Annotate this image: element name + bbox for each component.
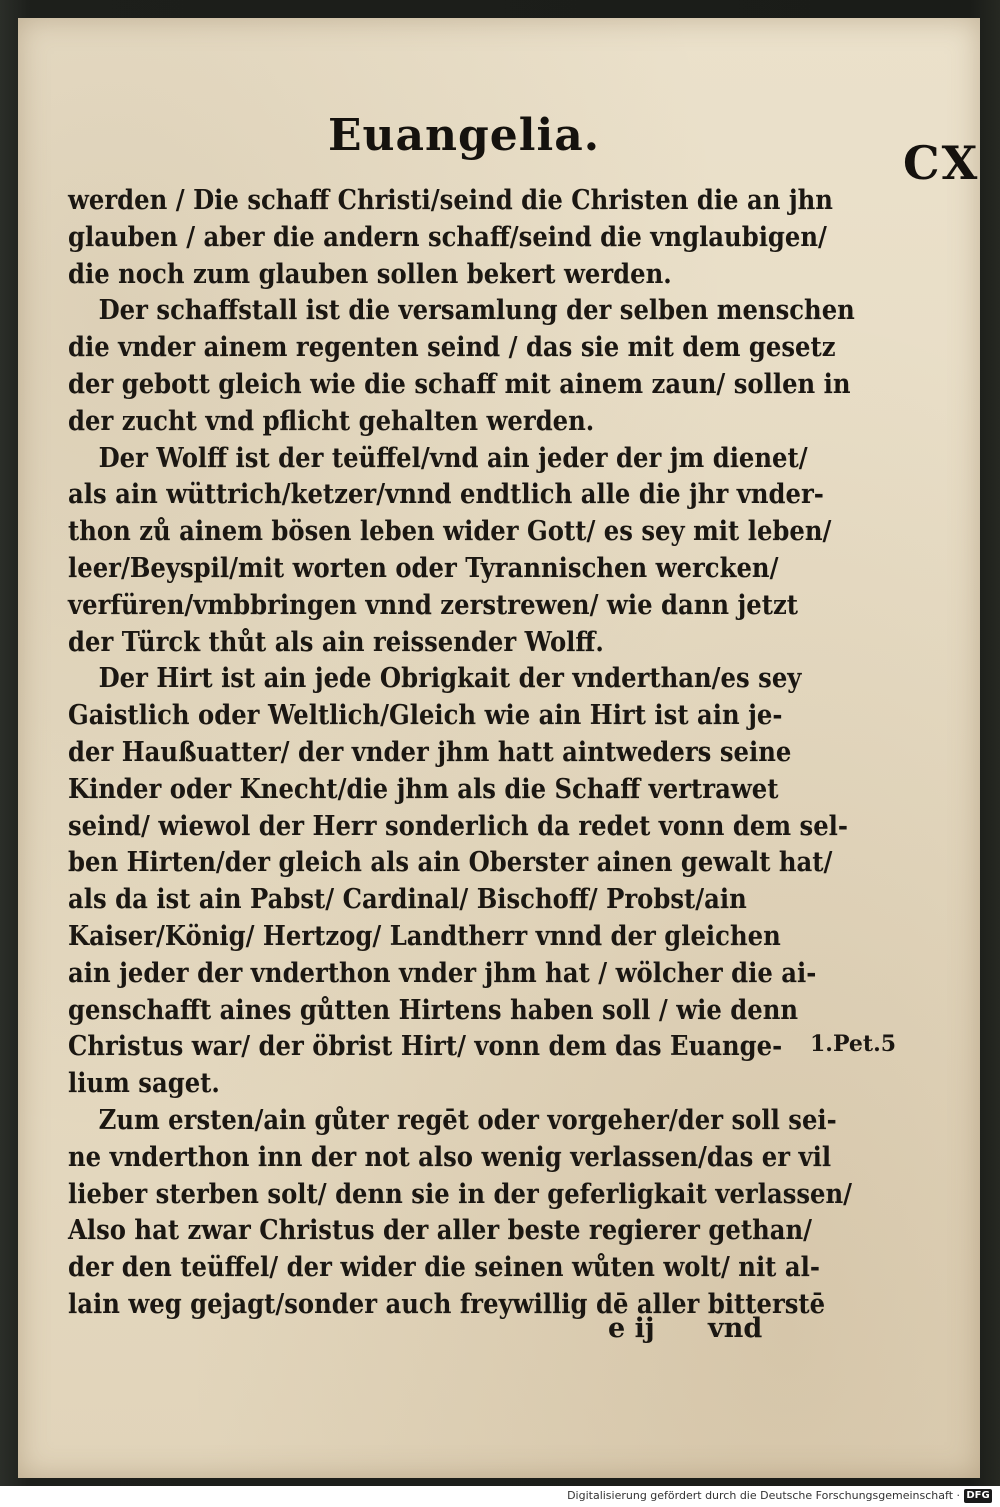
text-line: werden / Die schaff Christi/seind die Christen die an jhn [68, 185, 833, 216]
text-line: die noch zum glauben sollen bekert werden. [68, 258, 672, 290]
text-line: der Haußuatter/ der vnder jhm hatt aintweders seine [68, 736, 792, 768]
text-line: ain jeder der vnderthon vnder jhm hat / wölcher die ai- [68, 957, 817, 989]
text-line: lieber sterben solt/ denn sie in der geferligkait verlassen/ [68, 1178, 853, 1210]
text-line: als ain wüttrich/ketzer/vnnd endtlich alle die jhr vnder- [68, 479, 824, 511]
text-line: Der Wolff ist der teüffel/vnd ain jeder der jm dienet/ [98, 442, 808, 474]
text-line: Der Hirt ist ain jede Obrigkait der vnderthan/es sey [98, 663, 802, 695]
margin-note: 1.Pet.5 [810, 1031, 897, 1057]
running-head: Euangelia. [328, 110, 601, 161]
text-line: Zum ersten/ain gůter regēt oder vorgeher/der soll sei- [98, 1104, 837, 1136]
text-line: Kinder oder Knecht/die jhm als die Schaff vertrawet [68, 773, 779, 805]
text-line: glauben / aber die andern schaff/seind die vnglaubigen/ [68, 221, 827, 253]
text-line: genschafft aines gůtten Hirtens haben soll / wie denn [68, 994, 799, 1026]
text-line: Also hat zwar Christus der aller beste regierer gethan/ [68, 1215, 813, 1247]
text-line: lium saget. [68, 1068, 220, 1100]
catchwords [608, 1313, 762, 1344]
text-line: der zucht vnd pflicht gehalten werden. [68, 405, 595, 437]
text-line: der gebott gleich wie die schaff mit ainem zaun/ sollen in [68, 368, 851, 400]
funding-credit: Digitalisierung gefördert durch die Deutsche Forschungsgemeinschaft · [567, 1489, 960, 1502]
signature-mark: e ij [608, 1313, 655, 1344]
text-line: leer/Beyspil/mit worten oder Tyrannischen wercken/ [68, 552, 779, 584]
text-line: seind/ wiewol der Herr sonderlich da redet vonn dem sel- [68, 810, 848, 842]
digitization-footer [0, 1486, 1000, 1507]
text-line: verfüren/vmbbringen vnnd zerstrewen/ wie dann jetzt [68, 589, 799, 621]
folio-number: CX [903, 136, 980, 190]
text-line: der Türck thůt als ain reissender Wolff. [68, 626, 604, 658]
dfg-logo: DFG [964, 1489, 992, 1503]
text-line: ben Hirten/der gleich als ain Oberster ainen gewalt hat/ [68, 847, 833, 879]
text-line: Kaiser/König/ Hertzog/ Landtherr vnnd der gleichen [68, 920, 781, 952]
text-line: Christus war/ der öbrist Hirt/ vonn dem das Euange- [68, 1031, 783, 1063]
catchword: vnd [708, 1313, 763, 1344]
text-line: lain weg gejagt/sonder auch freywillig dē aller bitterstē [68, 1288, 826, 1320]
text-line: Der schaffstall ist die versamlung der selben menschen [98, 295, 855, 327]
text-line: als da ist ain Pabst/ Cardinal/ Bischoff/ Probst/ain [68, 884, 747, 916]
text-line: der den teüffel/ der wider die seinen wůten wolt/ nit al- [68, 1252, 820, 1284]
book-page [18, 18, 980, 1478]
text-line: die vnder ainem regenten seind / das sie mit dem gesetz [68, 332, 836, 364]
text-line: ne vnderthon inn der not also wenig verlassen/das er vil [68, 1141, 832, 1173]
text-line: thon zů ainem bösen leben wider Gott/ es sey mit leben/ [68, 516, 832, 548]
text-line: Gaistlich oder Weltlich/Gleich wie ain Hirt ist ain je- [68, 700, 783, 732]
